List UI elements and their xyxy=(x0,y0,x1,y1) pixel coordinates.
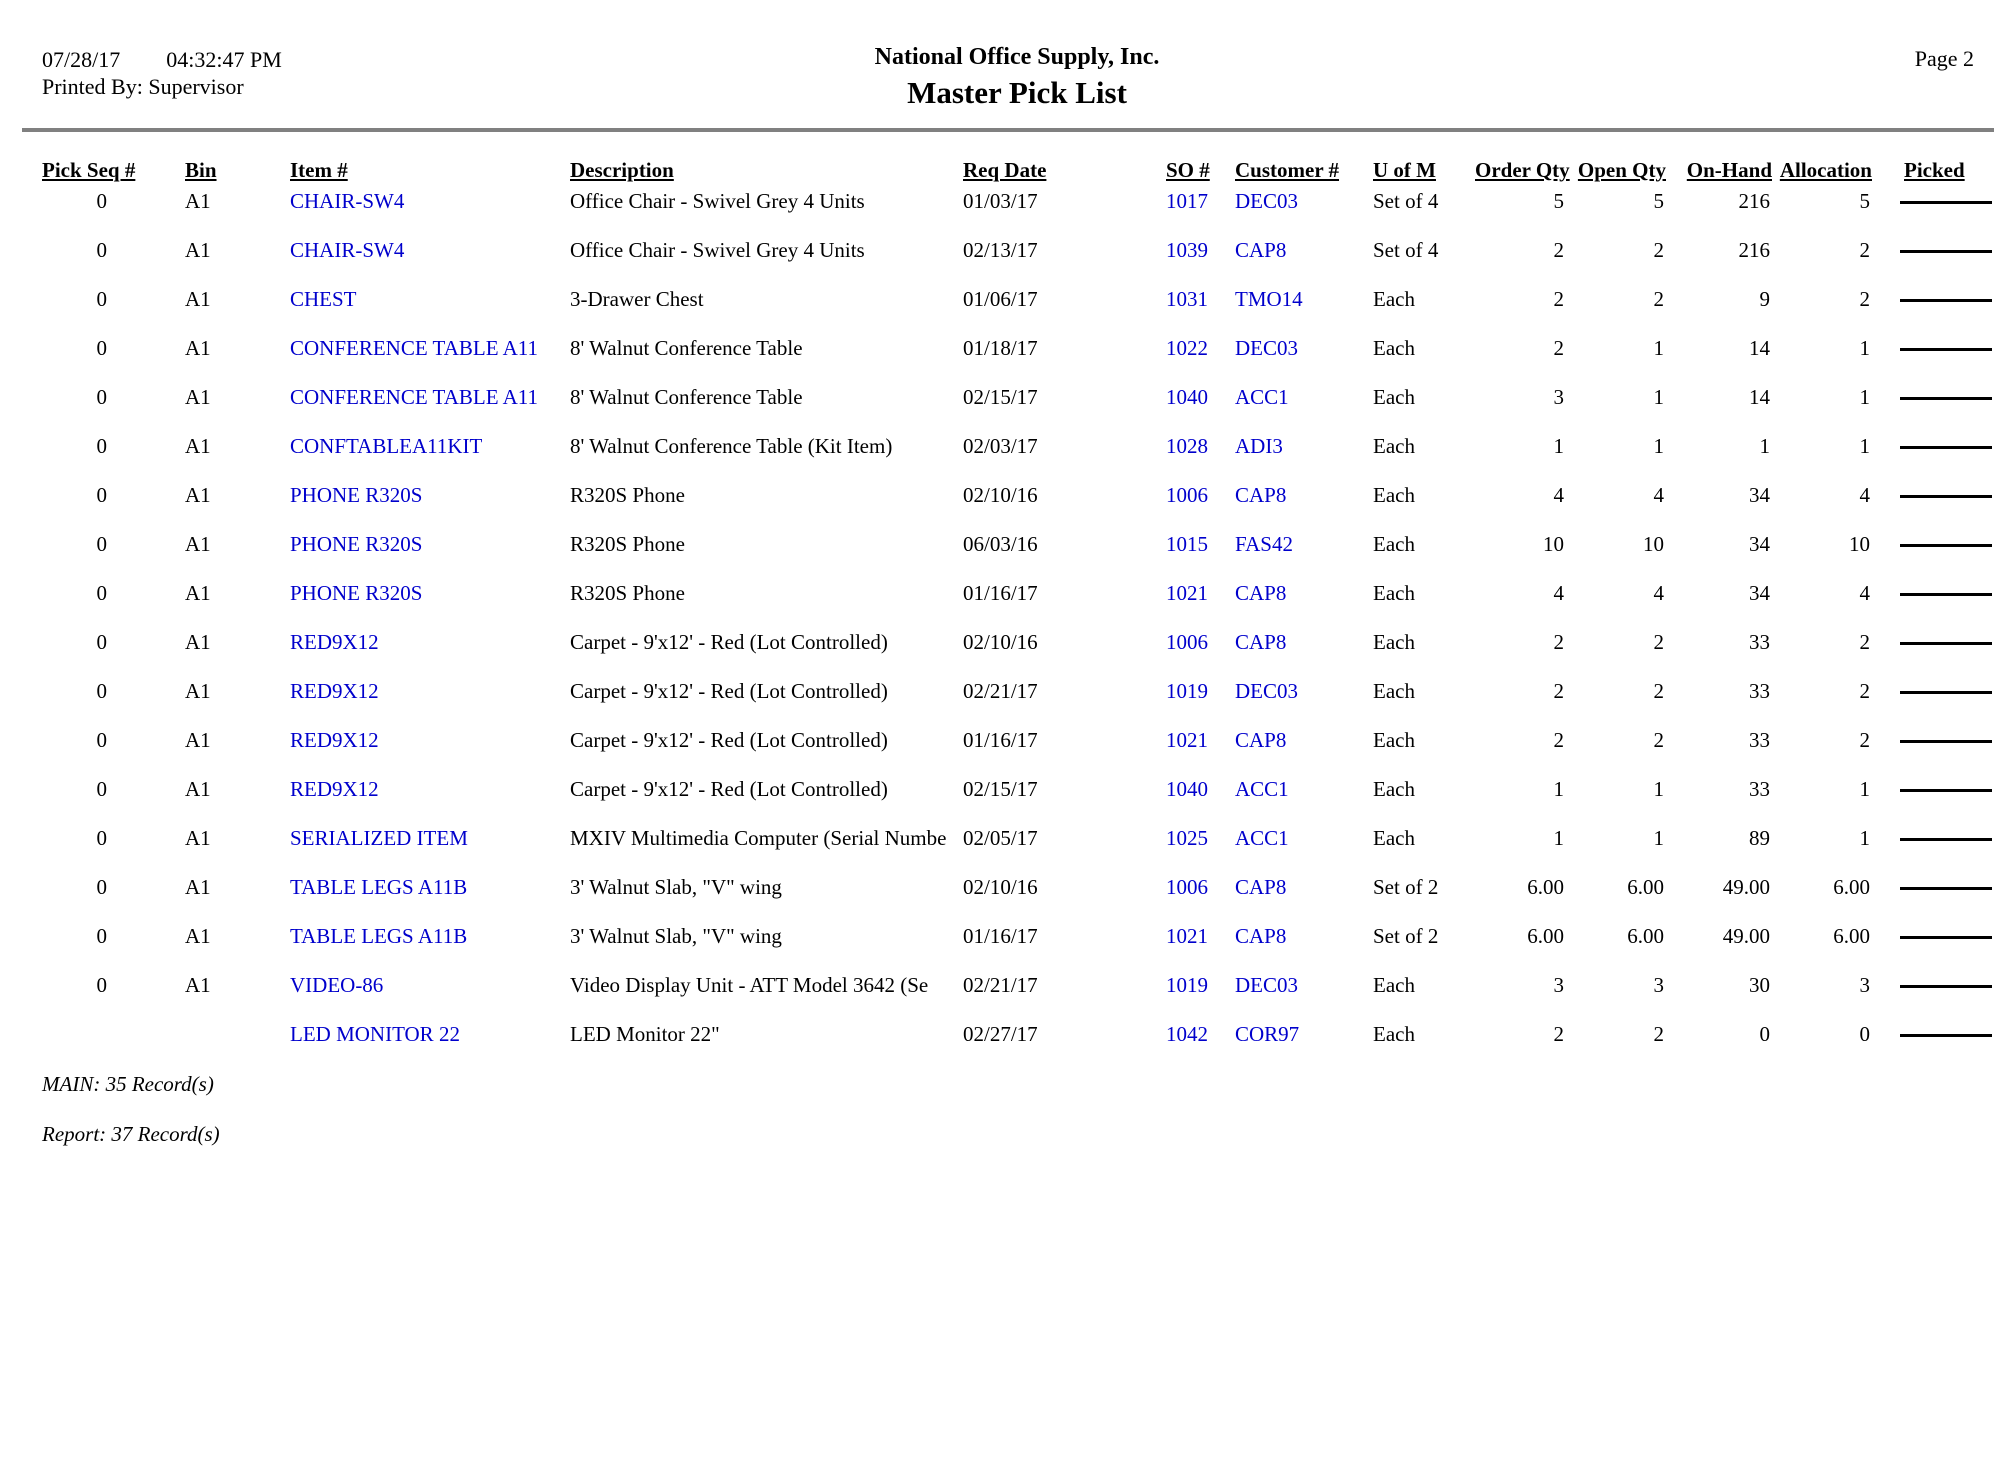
cell-description: 8' Walnut Conference Table (Kit Item) xyxy=(570,434,893,458)
cell-order-qty: 1 xyxy=(1553,826,1564,850)
col-header-item: Item # xyxy=(290,158,348,182)
cell-so-number[interactable]: 1031 xyxy=(1166,287,1208,311)
cell-allocation: 2 xyxy=(1859,679,1870,703)
cell-description: LED Monitor 22" xyxy=(570,1022,720,1046)
cell-so-number[interactable]: 1021 xyxy=(1166,924,1208,948)
picked-write-in-line xyxy=(1900,789,1992,792)
cell-so-number[interactable]: 1017 xyxy=(1166,189,1208,213)
cell-pick-seq: 0 xyxy=(96,287,107,311)
cell-order-qty: 6.00 xyxy=(1527,875,1564,899)
cell-open-qty: 5 xyxy=(1653,189,1664,213)
cell-order-qty: 2 xyxy=(1553,336,1564,360)
cell-description: Carpet - 9'x12' - Red (Lot Controlled) xyxy=(570,777,888,801)
picked-write-in-line xyxy=(1900,348,1992,351)
cell-on-hand: 49.00 xyxy=(1722,924,1770,948)
cell-req-date: 06/03/16 xyxy=(963,532,1038,556)
table-row xyxy=(42,774,1992,823)
cell-customer[interactable]: CAP8 xyxy=(1235,581,1287,605)
cell-so-number[interactable]: 1019 xyxy=(1166,679,1208,703)
page-title: Master Pick List xyxy=(907,75,1127,110)
col-header-on-hand: On-Hand xyxy=(1686,158,1772,182)
table-row xyxy=(42,823,1992,872)
cell-customer[interactable]: TMO14 xyxy=(1235,287,1303,311)
cell-req-date: 02/10/16 xyxy=(963,630,1038,654)
cell-open-qty: 2 xyxy=(1653,238,1664,262)
cell-req-date: 02/10/16 xyxy=(963,875,1038,899)
cell-pick-seq: 0 xyxy=(96,875,107,899)
cell-bin: A1 xyxy=(185,385,211,409)
cell-bin: A1 xyxy=(185,189,211,213)
picked-write-in-line xyxy=(1900,201,1992,204)
cell-so-number[interactable]: 1022 xyxy=(1166,336,1208,360)
cell-req-date: 02/27/17 xyxy=(963,1022,1038,1046)
col-header-uom: U of M xyxy=(1373,158,1436,182)
cell-open-qty: 1 xyxy=(1653,434,1664,458)
table-row xyxy=(42,676,1992,725)
cell-order-qty: 1 xyxy=(1553,434,1564,458)
cell-uom: Set of 2 xyxy=(1373,875,1439,899)
cell-bin: A1 xyxy=(185,434,211,458)
cell-so-number[interactable]: 1015 xyxy=(1166,532,1208,556)
cell-open-qty: 1 xyxy=(1653,826,1664,850)
cell-allocation: 2 xyxy=(1859,238,1870,262)
cell-allocation: 1 xyxy=(1859,777,1870,801)
cell-order-qty: 5 xyxy=(1553,189,1564,213)
cell-item-number[interactable]: CONFERENCE TABLE A11 xyxy=(290,336,539,360)
cell-on-hand: 33 xyxy=(1749,630,1770,654)
cell-uom: Each xyxy=(1373,385,1415,409)
cell-picked xyxy=(1878,872,1992,921)
cell-item-number[interactable]: CHEST xyxy=(290,287,357,311)
col-header-pick-seq: Pick Seq # xyxy=(42,158,136,182)
cell-on-hand: 34 xyxy=(1749,483,1770,507)
cell-pick-seq: 0 xyxy=(96,189,107,213)
cell-customer[interactable]: CAP8 xyxy=(1235,924,1287,948)
printed-by: Printed By: Supervisor xyxy=(42,74,244,99)
cell-on-hand: 14 xyxy=(1749,336,1770,360)
cell-order-qty: 3 xyxy=(1553,385,1564,409)
cell-so-number[interactable]: 1006 xyxy=(1166,875,1208,899)
cell-uom: Each xyxy=(1373,728,1415,752)
cell-req-date: 01/18/17 xyxy=(963,336,1038,360)
cell-open-qty: 6.00 xyxy=(1627,924,1664,948)
cell-bin: A1 xyxy=(185,875,211,899)
cell-bin: A1 xyxy=(185,679,211,703)
cell-bin: A1 xyxy=(185,826,211,850)
cell-uom: Each xyxy=(1373,777,1415,801)
cell-uom: Each xyxy=(1373,679,1415,703)
cell-so-number[interactable]: 1040 xyxy=(1166,777,1208,801)
cell-pick-seq: 0 xyxy=(96,336,107,360)
cell-on-hand: 9 xyxy=(1759,287,1770,311)
cell-uom: Each xyxy=(1373,973,1415,997)
cell-allocation: 1 xyxy=(1859,434,1870,458)
cell-uom: Each xyxy=(1373,630,1415,654)
cell-on-hand: 33 xyxy=(1749,679,1770,703)
cell-picked xyxy=(1878,1019,1992,1068)
cell-allocation: 1 xyxy=(1859,385,1870,409)
cell-customer[interactable]: CAP8 xyxy=(1235,728,1287,752)
cell-open-qty: 3 xyxy=(1653,973,1664,997)
cell-picked xyxy=(1878,676,1992,725)
cell-picked xyxy=(1878,823,1992,872)
cell-on-hand: 33 xyxy=(1749,728,1770,752)
pick-list-table xyxy=(42,158,1992,1068)
cell-allocation: 2 xyxy=(1859,287,1870,311)
cell-pick-seq: 0 xyxy=(96,679,107,703)
cell-allocation: 2 xyxy=(1859,630,1870,654)
cell-allocation: 10 xyxy=(1849,532,1870,556)
cell-req-date: 01/03/17 xyxy=(963,189,1038,213)
cell-req-date: 01/16/17 xyxy=(963,581,1038,605)
picked-write-in-line xyxy=(1900,985,1992,988)
cell-so-number[interactable]: 1006 xyxy=(1166,483,1208,507)
cell-pick-seq: 0 xyxy=(96,434,107,458)
cell-item-number[interactable]: RED9X12 xyxy=(290,679,379,703)
cell-customer[interactable]: DEC03 xyxy=(1235,336,1298,360)
cell-customer[interactable]: COR97 xyxy=(1235,1022,1300,1046)
cell-bin: A1 xyxy=(185,483,211,507)
cell-pick-seq: 0 xyxy=(96,238,107,262)
cell-item-number[interactable]: RED9X12 xyxy=(290,777,379,801)
cell-customer[interactable]: ACC1 xyxy=(1235,777,1289,801)
table-row xyxy=(42,480,1992,529)
picked-write-in-line xyxy=(1900,1034,1992,1037)
cell-allocation: 3 xyxy=(1859,973,1870,997)
table-row xyxy=(42,872,1992,921)
cell-item-number[interactable]: VIDEO-86 xyxy=(290,973,384,997)
cell-on-hand: 14 xyxy=(1749,385,1770,409)
table-row xyxy=(42,529,1992,578)
cell-pick-seq: 0 xyxy=(96,385,107,409)
cell-allocation: 2 xyxy=(1859,728,1870,752)
cell-pick-seq: 0 xyxy=(96,924,107,948)
cell-uom: Each xyxy=(1373,434,1415,458)
cell-order-qty: 3 xyxy=(1553,973,1564,997)
cell-picked xyxy=(1878,970,1992,1019)
picked-write-in-line xyxy=(1900,642,1992,645)
cell-on-hand: 34 xyxy=(1749,532,1770,556)
cell-item-number[interactable]: CONFERENCE TABLE A11 xyxy=(290,385,539,409)
cell-allocation: 6.00 xyxy=(1833,924,1870,948)
cell-req-date: 01/16/17 xyxy=(963,924,1038,948)
picked-write-in-line xyxy=(1900,936,1992,939)
cell-uom: Set of 2 xyxy=(1373,924,1439,948)
company-name: National Office Supply, Inc. xyxy=(874,44,1160,70)
cell-description: Carpet - 9'x12' - Red (Lot Controlled) xyxy=(570,630,888,654)
cell-customer[interactable]: CAP8 xyxy=(1235,630,1287,654)
cell-description: R320S Phone xyxy=(570,483,685,507)
cell-order-qty: 6.00 xyxy=(1527,924,1564,948)
cell-uom: Each xyxy=(1373,336,1415,360)
picked-write-in-line xyxy=(1900,299,1992,302)
cell-description: Carpet - 9'x12' - Red (Lot Controlled) xyxy=(570,728,888,752)
picked-write-in-line xyxy=(1900,544,1992,547)
cell-picked xyxy=(1878,529,1992,578)
cell-pick-seq: 0 xyxy=(96,483,107,507)
cell-on-hand: 216 xyxy=(1738,189,1770,213)
cell-order-qty: 2 xyxy=(1553,238,1564,262)
cell-item-number[interactable]: CONFTABLEA11KIT xyxy=(290,434,483,458)
cell-allocation: 1 xyxy=(1859,826,1870,850)
cell-picked xyxy=(1878,186,1992,235)
cell-description: Carpet - 9'x12' - Red (Lot Controlled) xyxy=(570,679,888,703)
cell-picked xyxy=(1878,627,1992,676)
cell-req-date: 02/05/17 xyxy=(963,826,1038,850)
cell-open-qty: 2 xyxy=(1653,1022,1664,1046)
col-header-allocation: Allocation xyxy=(1779,158,1872,182)
cell-item-number[interactable]: TABLE LEGS A11B xyxy=(290,875,468,899)
cell-so-number[interactable]: 1040 xyxy=(1166,385,1208,409)
picked-write-in-line xyxy=(1900,495,1992,498)
cell-item-number[interactable]: PHONE R320S xyxy=(290,483,423,507)
cell-order-qty: 4 xyxy=(1553,483,1564,507)
cell-req-date: 02/21/17 xyxy=(963,679,1038,703)
cell-picked xyxy=(1878,431,1992,480)
cell-item-number[interactable]: PHONE R320S xyxy=(290,532,423,556)
cell-so-number[interactable]: 1042 xyxy=(1166,1022,1208,1046)
cell-item-number[interactable]: TABLE LEGS A11B xyxy=(290,924,468,948)
cell-open-qty: 2 xyxy=(1653,287,1664,311)
header-center-block xyxy=(42,44,1992,111)
cell-description: 3' Walnut Slab, "V" wing xyxy=(570,924,782,948)
report-header xyxy=(42,44,1992,116)
cell-on-hand: 1 xyxy=(1759,434,1770,458)
cell-req-date: 02/15/17 xyxy=(963,777,1038,801)
cell-customer[interactable]: ADI3 xyxy=(1235,434,1283,458)
cell-bin: A1 xyxy=(185,728,211,752)
col-header-open-qty: Open Qty xyxy=(1577,158,1666,182)
cell-description: Office Chair - Swivel Grey 4 Units xyxy=(570,238,865,262)
cell-description: 3' Walnut Slab, "V" wing xyxy=(570,875,782,899)
table-row xyxy=(42,578,1992,627)
cell-bin: A1 xyxy=(185,777,211,801)
cell-picked xyxy=(1878,284,1992,333)
table-row xyxy=(42,431,1992,480)
cell-customer[interactable]: CAP8 xyxy=(1235,875,1287,899)
cell-item-number[interactable]: SERIALIZED ITEM xyxy=(290,826,468,850)
col-header-picked: Picked xyxy=(1904,158,1965,182)
cell-so-number[interactable]: 1025 xyxy=(1166,826,1208,850)
cell-open-qty: 2 xyxy=(1653,630,1664,654)
cell-item-number[interactable]: CHAIR-SW4 xyxy=(290,238,405,262)
cell-uom: Each xyxy=(1373,1022,1415,1046)
cell-customer[interactable]: FAS42 xyxy=(1235,532,1293,556)
picked-write-in-line xyxy=(1900,250,1992,253)
col-header-description: Description xyxy=(570,158,674,182)
cell-order-qty: 10 xyxy=(1543,532,1564,556)
picked-write-in-line xyxy=(1900,838,1992,841)
cell-bin: A1 xyxy=(185,287,211,311)
cell-order-qty: 1 xyxy=(1553,777,1564,801)
cell-uom: Each xyxy=(1373,532,1415,556)
picked-write-in-line xyxy=(1900,740,1992,743)
cell-req-date: 02/15/17 xyxy=(963,385,1038,409)
cell-allocation: 4 xyxy=(1859,581,1870,605)
cell-open-qty: 6.00 xyxy=(1627,875,1664,899)
picked-write-in-line xyxy=(1900,887,1992,890)
picked-write-in-line xyxy=(1900,397,1992,400)
cell-picked xyxy=(1878,480,1992,529)
cell-description: MXIV Multimedia Computer (Serial Numbe xyxy=(570,826,947,850)
cell-on-hand: 49.00 xyxy=(1722,875,1770,899)
picked-write-in-line xyxy=(1900,691,1992,694)
cell-item-number[interactable]: RED9X12 xyxy=(290,728,379,752)
cell-pick-seq: 0 xyxy=(96,826,107,850)
table-row xyxy=(42,1019,1992,1068)
cell-pick-seq: 0 xyxy=(96,532,107,556)
cell-bin: A1 xyxy=(185,630,211,654)
cell-description: R320S Phone xyxy=(570,581,685,605)
cell-item-number[interactable]: LED MONITOR 22 xyxy=(290,1022,460,1046)
cell-uom: Each xyxy=(1373,483,1415,507)
cell-order-qty: 2 xyxy=(1553,287,1564,311)
cell-allocation: 0 xyxy=(1859,1022,1870,1046)
cell-req-date: 01/16/17 xyxy=(963,728,1038,752)
cell-description: 8' Walnut Conference Table xyxy=(570,385,803,409)
cell-order-qty: 4 xyxy=(1553,581,1564,605)
cell-allocation: 1 xyxy=(1859,336,1870,360)
table-row xyxy=(42,382,1992,431)
cell-pick-seq xyxy=(42,1019,185,1068)
cell-so-number[interactable]: 1028 xyxy=(1166,434,1208,458)
cell-customer[interactable]: ACC1 xyxy=(1235,826,1289,850)
cell-item-number[interactable]: PHONE R320S xyxy=(290,581,423,605)
cell-description: R320S Phone xyxy=(570,532,685,556)
cell-uom: Each xyxy=(1373,287,1415,311)
table-row xyxy=(42,970,1992,1019)
cell-so-number[interactable]: 1039 xyxy=(1166,238,1208,262)
col-header-bin: Bin xyxy=(185,158,217,182)
cell-open-qty: 1 xyxy=(1653,385,1664,409)
cell-picked xyxy=(1878,382,1992,431)
cell-so-number[interactable]: 1006 xyxy=(1166,630,1208,654)
picked-write-in-line xyxy=(1900,446,1992,449)
cell-bin: A1 xyxy=(185,238,211,262)
cell-pick-seq: 0 xyxy=(96,630,107,654)
cell-picked xyxy=(1878,774,1992,823)
col-header-so: SO # xyxy=(1166,158,1210,182)
picked-write-in-line xyxy=(1900,593,1992,596)
cell-order-qty: 2 xyxy=(1553,630,1564,654)
cell-open-qty: 2 xyxy=(1653,728,1664,752)
table-header-row xyxy=(42,158,1992,186)
cell-customer[interactable]: CAP8 xyxy=(1235,483,1287,507)
cell-customer[interactable]: DEC03 xyxy=(1235,189,1298,213)
footer-report-records: Report: 37 Record(s) xyxy=(42,1122,220,1146)
cell-picked xyxy=(1878,921,1992,970)
cell-uom: Set of 4 xyxy=(1373,189,1439,213)
footer-main-records: MAIN: 35 Record(s) xyxy=(42,1072,214,1096)
col-header-req-date: Req Date xyxy=(963,158,1047,182)
cell-allocation: 5 xyxy=(1859,189,1870,213)
cell-customer[interactable]: DEC03 xyxy=(1235,973,1298,997)
cell-open-qty: 10 xyxy=(1643,532,1664,556)
cell-pick-seq: 0 xyxy=(96,973,107,997)
cell-bin: A1 xyxy=(185,581,211,605)
cell-bin: A1 xyxy=(185,336,211,360)
cell-so-number[interactable]: 1019 xyxy=(1166,973,1208,997)
cell-description: Video Display Unit - ATT Model 3642 (Se xyxy=(570,973,929,997)
cell-pick-seq: 0 xyxy=(96,777,107,801)
cell-uom: Each xyxy=(1373,826,1415,850)
cell-order-qty: 2 xyxy=(1553,679,1564,703)
table-row xyxy=(42,333,1992,382)
table-row xyxy=(42,186,1992,235)
cell-customer[interactable]: ACC1 xyxy=(1235,385,1289,409)
cell-order-qty: 2 xyxy=(1553,728,1564,752)
cell-open-qty: 1 xyxy=(1653,336,1664,360)
report-date: 07/28/17 xyxy=(42,47,121,72)
cell-on-hand: 89 xyxy=(1749,826,1770,850)
cell-open-qty: 2 xyxy=(1653,679,1664,703)
cell-bin xyxy=(185,1019,290,1068)
cell-req-date: 01/06/17 xyxy=(963,287,1038,311)
cell-uom: Set of 4 xyxy=(1373,238,1439,262)
cell-pick-seq: 0 xyxy=(96,728,107,752)
cell-so-number[interactable]: 1021 xyxy=(1166,728,1208,752)
cell-item-number[interactable]: RED9X12 xyxy=(290,630,379,654)
page-number: Page 2 xyxy=(1914,46,1974,71)
header-rule xyxy=(22,128,1994,132)
cell-description: Office Chair - Swivel Grey 4 Units xyxy=(570,189,865,213)
table-row xyxy=(42,627,1992,676)
cell-picked xyxy=(1878,578,1992,627)
cell-order-qty: 2 xyxy=(1553,1022,1564,1046)
cell-open-qty: 1 xyxy=(1653,777,1664,801)
table-row xyxy=(42,725,1992,774)
table-row xyxy=(42,284,1992,333)
cell-on-hand: 0 xyxy=(1759,1022,1770,1046)
cell-uom: Each xyxy=(1373,581,1415,605)
cell-on-hand: 30 xyxy=(1749,973,1770,997)
cell-bin: A1 xyxy=(185,532,211,556)
cell-so-number[interactable]: 1021 xyxy=(1166,581,1208,605)
cell-on-hand: 34 xyxy=(1749,581,1770,605)
cell-allocation: 6.00 xyxy=(1833,875,1870,899)
cell-req-date: 02/13/17 xyxy=(963,238,1038,262)
cell-req-date: 02/10/16 xyxy=(963,483,1038,507)
cell-on-hand: 33 xyxy=(1749,777,1770,801)
cell-req-date: 02/21/17 xyxy=(963,973,1038,997)
cell-req-date: 02/03/17 xyxy=(963,434,1038,458)
table-row xyxy=(42,235,1992,284)
report-time: 04:32:47 PM xyxy=(166,47,282,72)
cell-open-qty: 4 xyxy=(1653,581,1664,605)
table-row xyxy=(42,921,1992,970)
cell-description: 3-Drawer Chest xyxy=(570,287,704,311)
cell-customer[interactable]: CAP8 xyxy=(1235,238,1287,262)
cell-picked xyxy=(1878,235,1992,284)
cell-allocation: 4 xyxy=(1859,483,1870,507)
cell-item-number[interactable]: CHAIR-SW4 xyxy=(290,189,405,213)
cell-on-hand: 216 xyxy=(1738,238,1770,262)
cell-picked xyxy=(1878,333,1992,382)
pick-list-body xyxy=(42,186,1992,1068)
cell-picked xyxy=(1878,725,1992,774)
cell-pick-seq: 0 xyxy=(96,581,107,605)
cell-description: 8' Walnut Conference Table xyxy=(570,336,803,360)
col-header-customer: Customer # xyxy=(1235,158,1340,182)
cell-open-qty: 4 xyxy=(1653,483,1664,507)
col-header-order-qty: Order Qty xyxy=(1475,158,1570,182)
cell-customer[interactable]: DEC03 xyxy=(1235,679,1298,703)
cell-bin: A1 xyxy=(185,924,211,948)
cell-bin: A1 xyxy=(185,973,211,997)
